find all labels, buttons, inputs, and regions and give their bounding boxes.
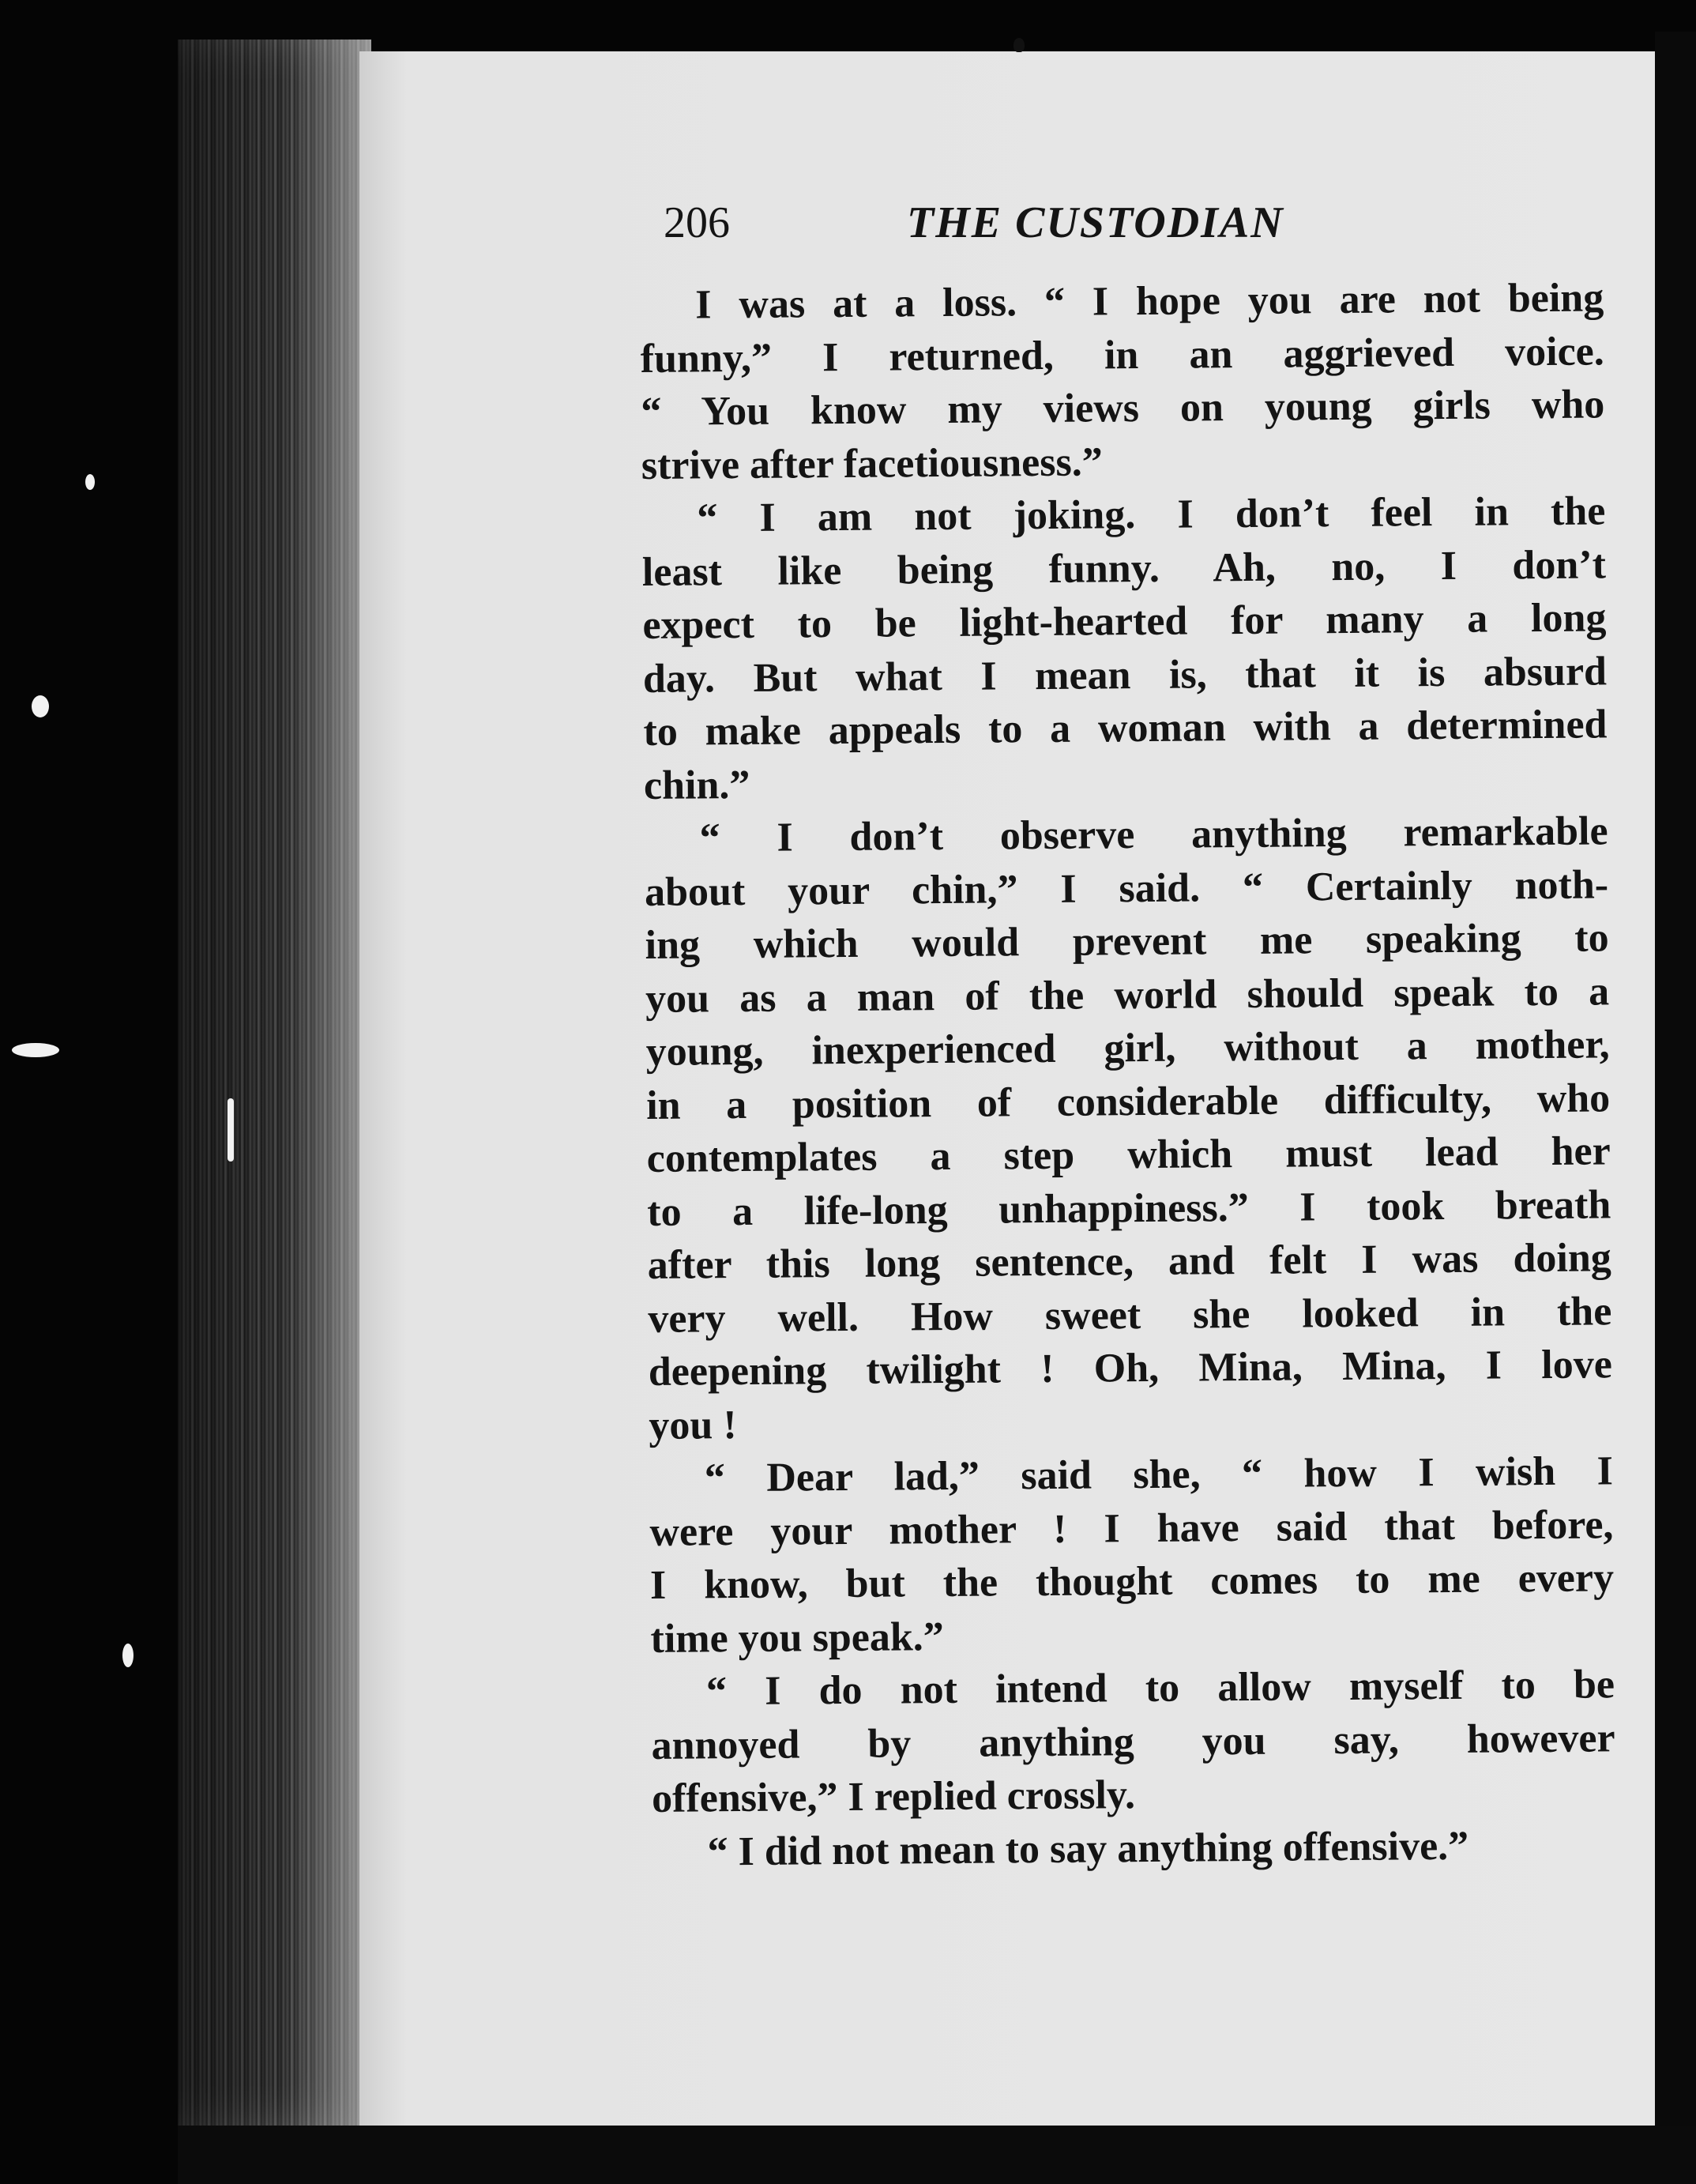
text-line: annoyed by anything you say, however — [651, 1715, 1615, 1768]
paragraph — [651, 1658, 1616, 1825]
text-line: you as a man of the world should speak to a — [645, 968, 1610, 1022]
text-line: deepening twilight ! Oh, Mina, Mina, I love — [648, 1342, 1613, 1395]
text-line: “ I did not mean to say anything offensive.” — [707, 1823, 1469, 1874]
text-line: “ I am not joking. I don’t feel in the — [697, 488, 1606, 541]
text-line: strive after facetiousness.” — [641, 439, 1103, 488]
scan-bottom-border — [178, 2126, 1696, 2184]
paragraph — [649, 1444, 1615, 1666]
text-line: offensive,” I replied crossly. — [651, 1772, 1136, 1821]
text-line: time you speak.” — [650, 1614, 944, 1662]
text-line: least like being funny. Ah, no, I don’t — [641, 541, 1607, 595]
body-text — [640, 271, 1616, 1879]
text-line: “ Dear lad,” said she, “ how I wish I — [704, 1448, 1614, 1501]
text-line: “ You know my views on young girls who — [641, 382, 1605, 435]
scan-speck — [85, 474, 95, 490]
paragraph — [640, 271, 1605, 492]
text-line: young, inexperienced girl, without a mother, — [645, 1022, 1610, 1075]
text-line: in a position of considerable difficulty, who — [645, 1075, 1611, 1128]
text-line: were your mother ! I have said that before, — [649, 1501, 1614, 1555]
text-line: about your chin,” I said. “ Certainly noth- — [644, 861, 1609, 915]
running-head: THE CUSTODIAN — [907, 198, 1284, 247]
text-line: day. But what I mean is, that it is absurd — [642, 648, 1608, 702]
scan-right-border — [1655, 32, 1696, 2184]
page-number: 206 — [664, 198, 730, 247]
paragraph — [644, 804, 1612, 1452]
scan-speck — [228, 1098, 234, 1162]
text-line: chin.” — [643, 762, 750, 808]
text-line: contemplates a step which must lead her — [646, 1128, 1611, 1181]
text-line: after this long sentence, and felt I was doing — [647, 1235, 1611, 1288]
text-line: funny,” I returned, in an aggrieved voice. — [640, 328, 1604, 382]
book-page-edges — [178, 40, 371, 2126]
paragraph — [641, 484, 1608, 812]
text-line: I know, but the thought comes to me every — [649, 1555, 1615, 1608]
page-header — [664, 198, 1600, 261]
text-line: to make appeals to a woman with a determined — [643, 702, 1608, 755]
scan-speck — [32, 695, 49, 717]
scan-speck — [12, 1043, 59, 1057]
text-line: “ I don’t observe anything remarkable — [699, 808, 1608, 861]
scan-speck — [1013, 38, 1025, 52]
text-line: very well. How sweet she looked in the — [648, 1288, 1612, 1342]
text-line: I was at a loss. “ I hope you are not being — [695, 275, 1604, 328]
text-line: “ I do not intend to allow myself to be — [705, 1662, 1615, 1715]
text-line: to a life-long unhappiness.” I took breath — [647, 1181, 1611, 1235]
text-line: you ! — [649, 1402, 737, 1448]
text-line: expect to be light-hearted for many a long — [642, 595, 1607, 648]
scan-speck — [122, 1644, 133, 1667]
text-line: ing which would prevent me speaking to — [645, 915, 1609, 968]
paragraph — [652, 1818, 1615, 1879]
